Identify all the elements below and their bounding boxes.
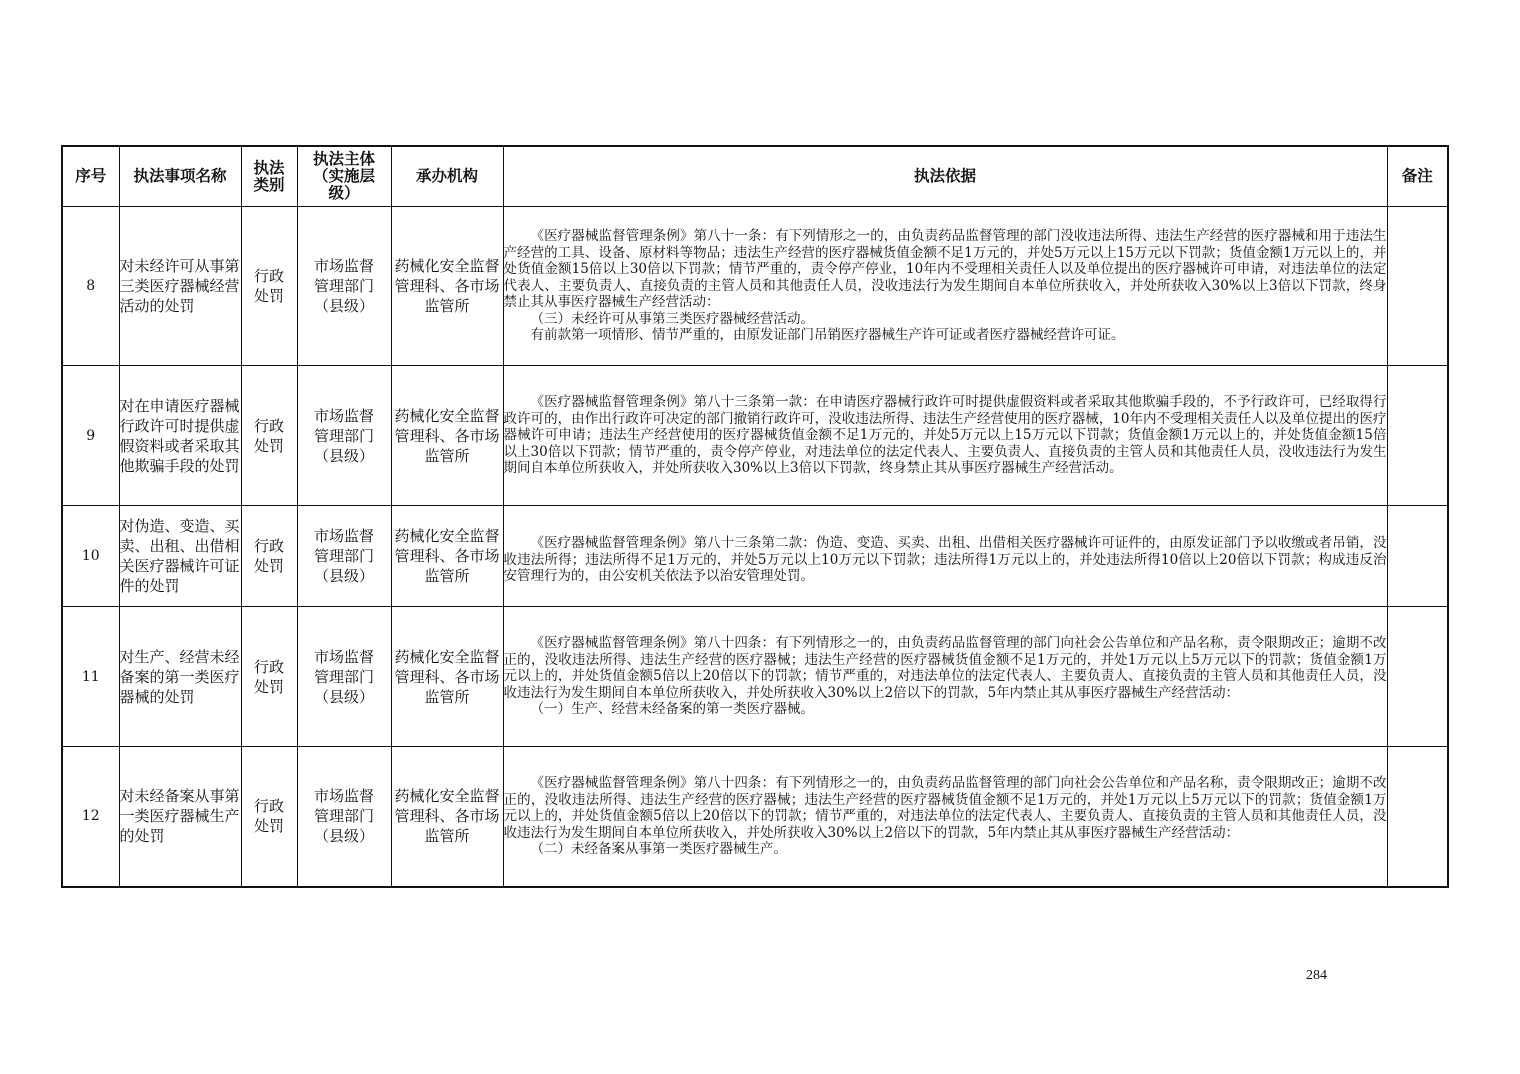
basis-paragraph: （二）未经备案从事第一类医疗器械生产。 — [530, 841, 787, 857]
row-item-name: 对在申请医疗器械行政许可时提供虚假资料或者采取其他欺骗手段的处罚 — [119, 366, 241, 506]
row-subject: 市场监督管理部门（县级） — [297, 747, 391, 887]
row-remark — [1387, 607, 1448, 747]
table-row — [62, 747, 1448, 887]
row-basis — [503, 207, 1387, 366]
row-item-name: 对生产、经营未经备案的第一类医疗器械的处罚 — [119, 607, 241, 747]
basis-paragraph: 《医疗器械监督管理条例》第八十三条第一款：在申请医疗器械行政许可时提供虚假资料或者采取其他欺骗手段的，不予行政许可，已经取得行政许可的，由作出行政许可决定的部门撤销行政许可，没收违法所得、违法生产经营使用的医疗器械，10年内不受理相关责任人以及单位提出的医疗器械许可申请；违法生产经营使用的医疗器械货值金额不足1万元的，并处5万元以上15万元以下罚款；货值金额1万元以上的，并处货值金额15倍以上30倍以下罚款；情节严重的，责令停产停业，对违法单位的法定代表人、主要负责人、直接负责的主管人员和其他责任人员，没收违法行为发生期间自本单位所获收入，并处所获收入30%以上3倍以下罚款，终身禁止其从事医疗器械生产经营活动。 — [503, 394, 1387, 477]
header-item-name: 执法事项名称 — [119, 146, 241, 207]
row-organization: 药械化安全监督管理科、各市场监管所 — [391, 207, 503, 366]
row-category: 行政处罚 — [241, 506, 297, 607]
row-basis — [503, 366, 1387, 506]
basis-paragraph: （一）生产、经营未经备案的第一类医疗器械。 — [530, 701, 814, 718]
row-item-name: 对未经备案从事第一类医疗器械生产的处罚 — [119, 747, 241, 887]
basis-paragraph: 有前款第一项情形、情节严重的，由原发证部门吊销医疗器械生产许可证或者医疗器械经营许可证。 — [530, 327, 1125, 344]
table-row — [62, 366, 1448, 506]
basis-paragraph: （三）未经许可从事第三类医疗器械经营活动。 — [530, 310, 814, 327]
basis-paragraph: 《医疗器械监督管理条例》第八十三条第二款：伪造、变造、买卖、出租、出借相关医疗器械许可证件的，由原发证部门予以收缴或者吊销，没收违法所得；违法所得不足1万元的，并处5万元以上10万元以下罚款；违法所得1万元以上的，并处违法所得10倍以上20倍以下罚款；构成违反治安管理行为的，由公安机关依法予以治安管理处罚。 — [503, 535, 1387, 585]
row-subject: 市场监督管理部门（县级） — [297, 506, 391, 607]
enforcement-items-table — [61, 145, 1449, 888]
row-category: 行政处罚 — [241, 747, 297, 887]
row-item-name: 对未经许可从事第三类医疗器械经营活动的处罚 — [119, 207, 241, 366]
header-basis: 执法依据 — [503, 146, 1387, 207]
row-seq: 10 — [62, 506, 119, 607]
header-remark: 备注 — [1387, 146, 1448, 207]
table-row — [62, 506, 1448, 607]
row-item-name: 对伪造、变造、买卖、出租、出借相关医疗器械许可证件的处罚 — [119, 506, 241, 607]
row-subject: 市场监督管理部门（县级） — [297, 207, 391, 366]
row-remark — [1387, 747, 1448, 887]
basis-paragraph: 《医疗器械监督管理条例》第八十一条：有下列情形之一的，由负责药品监督管理的部门没收违法所得、违法生产经营的医疗器械和用于违法生产经营的工具、设备、原材料等物品；违法生产经营的医疗器械货值金额不足1万元的，并处5万元以上15万元以下罚款；货值金额1万元以上的，并处货值金额15倍以上30倍以下罚款；情节严重的，责令停产停业，10年内不受理相关责任人以及单位提出的医疗器械许可申请，对违法单位的法定代表人、主要负责人、直接负责的主管人员和其他责任人员，没收违法行为发生期间自本单位所获收入，并处所获收入30%以上3倍以下罚款，终身禁止其从事医疗器械生产经营活动： — [503, 228, 1387, 311]
row-remark — [1387, 506, 1448, 607]
table-header-row — [62, 146, 1448, 207]
basis-paragraph: 《医疗器械监督管理条例》第八十四条：有下列情形之一的，由负责药品监督管理的部门向社会公告单位和产品名称，责令限期改正；逾期不改正的，没收违法所得、违法生产经营的医疗器械；违法生产经营的医疗器械货值金额不足1万元的，并处1万元以上5万元以下的罚款；货值金额1万元以上的，并处货值金额5倍以上20倍以下的罚款；情节严重的，对违法单位的法定代表人、主要负责人、直接负责的主管人员和其他责任人员，没收违法行为发生期间自本单位所获收入，并处所获收入30%以上2倍以下的罚款，5年内禁止其从事医疗器械生产经营活动： — [503, 635, 1387, 701]
row-seq: 11 — [62, 607, 119, 747]
row-organization: 药械化安全监督管理科、各市场监管所 — [391, 506, 503, 607]
row-category: 行政处罚 — [241, 607, 297, 747]
row-category: 行政处罚 — [241, 366, 297, 506]
row-category: 行政处罚 — [241, 207, 297, 366]
page-number: 284 — [1306, 968, 1327, 983]
row-organization: 药械化安全监督管理科、各市场监管所 — [391, 747, 503, 887]
row-remark — [1387, 207, 1448, 366]
row-seq: 12 — [62, 747, 119, 887]
row-subject: 市场监督管理部门（县级） — [297, 366, 391, 506]
row-organization: 药械化安全监督管理科、各市场监管所 — [391, 607, 503, 747]
basis-paragraph: 《医疗器械监督管理条例》第八十四条：有下列情形之一的，由负责药品监督管理的部门向社会公告单位和产品名称，责令限期改正；逾期不改正的，没收违法所得、违法生产经营的医疗器械；违法生产经营的医疗器械货值金额不足1万元的，并处1万元以上5万元以下的罚款；货值金额1万元以上的，并处货值金额5倍以上20倍以下的罚款；情节严重的，对违法单位的法定代表人、主要负责人、直接负责的主管人员和其他责任人员，没收违法行为发生期间自本单位所获收入，并处所获收入30%以上2倍以下的罚款，5年内禁止其从事医疗器械生产经营活动： — [503, 775, 1387, 841]
row-basis — [503, 607, 1387, 747]
table-row — [62, 207, 1448, 366]
table-row — [62, 607, 1448, 747]
row-basis — [503, 506, 1387, 607]
header-category: 执法类别 — [241, 146, 297, 207]
row-organization: 药械化安全监督管理科、各市场监管所 — [391, 366, 503, 506]
header-subject: 执法主体（实施层级） — [297, 146, 391, 207]
row-subject: 市场监督管理部门（县级） — [297, 607, 391, 747]
row-basis — [503, 747, 1387, 887]
row-remark — [1387, 366, 1448, 506]
row-seq: 8 — [62, 207, 119, 366]
row-seq: 9 — [62, 366, 119, 506]
header-organization: 承办机构 — [391, 146, 503, 207]
header-seq: 序号 — [62, 146, 119, 207]
